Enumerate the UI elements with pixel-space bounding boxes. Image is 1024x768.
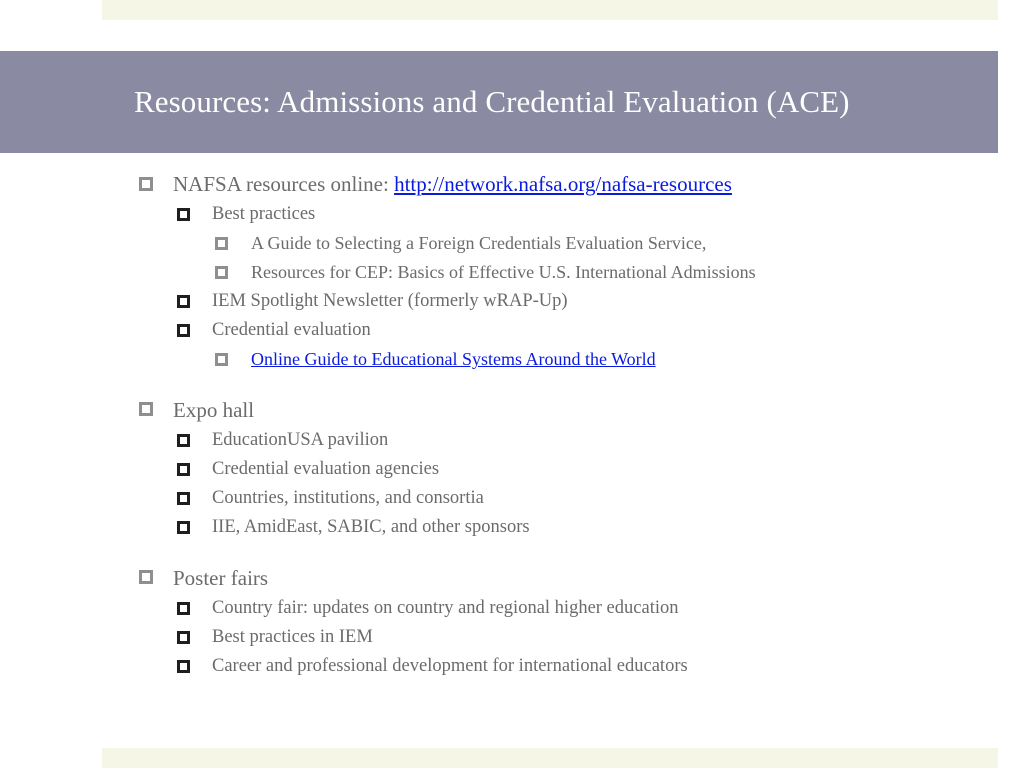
bullet-square-icon xyxy=(177,324,190,337)
bullet-square-icon xyxy=(177,660,190,673)
bullet-square-icon xyxy=(215,266,228,279)
slide-title: Resources: Admissions and Credential Evaluation (ACE) xyxy=(134,84,850,119)
bullet-resources-cep: Resources for CEP: Basics of Effective U.S. International Admissions xyxy=(251,262,756,282)
list-item: Countries, institutions, and consortia xyxy=(212,488,484,508)
list-item: Career and professional development for international educators xyxy=(212,656,688,676)
bullet-square-icon xyxy=(215,353,228,366)
list-item: EducationUSA pavilion xyxy=(212,430,389,450)
bullet-square-icon xyxy=(139,177,153,191)
bullet-online-guide xyxy=(251,349,656,370)
bullet-guide-selecting: A Guide to Selecting a Foreign Credentials Evaluation Service, xyxy=(251,233,707,253)
bullet-square-icon xyxy=(177,434,190,447)
bullet-square-icon xyxy=(177,208,190,221)
list-item: IIE, AmidEast, SABIC, and other sponsors xyxy=(212,517,530,537)
bullet-square-icon xyxy=(177,602,190,615)
bullet-poster-fairs: Poster fairs xyxy=(173,566,269,590)
bullet-iem-spotlight: IEM Spotlight Newsletter (formerly wRAP-Up) xyxy=(212,291,568,311)
bullet-square-icon xyxy=(215,237,228,250)
bullet-square-icon xyxy=(177,463,190,476)
top-decorative-band xyxy=(102,0,998,20)
list-item: Country fair: updates on country and regional higher education xyxy=(212,598,679,618)
bullet-expo-hall: Expo hall xyxy=(173,398,255,422)
bullet-square-icon xyxy=(177,631,190,644)
bullet-square-icon xyxy=(177,521,190,534)
list-item: Best practices in IEM xyxy=(212,627,373,647)
bullet-square-icon xyxy=(177,492,190,505)
bullet-credential-evaluation: Credential evaluation xyxy=(212,320,371,340)
bullet-square-icon xyxy=(177,295,190,308)
bottom-decorative-band xyxy=(102,748,998,768)
bullet-square-icon xyxy=(139,570,153,584)
bullet-square-icon xyxy=(139,402,153,416)
list-item: Credential evaluation agencies xyxy=(212,459,440,479)
bullet-nafsa-resources xyxy=(173,172,732,197)
online-guide-link[interactable]: Online Guide to Educational Systems Around the World xyxy=(251,349,656,369)
bullet-best-practices: Best practices xyxy=(212,204,316,224)
nafsa-resources-link[interactable]: http://network.nafsa.org/nafsa-resources xyxy=(394,172,732,196)
nafsa-label: NAFSA resources online: xyxy=(173,172,395,196)
